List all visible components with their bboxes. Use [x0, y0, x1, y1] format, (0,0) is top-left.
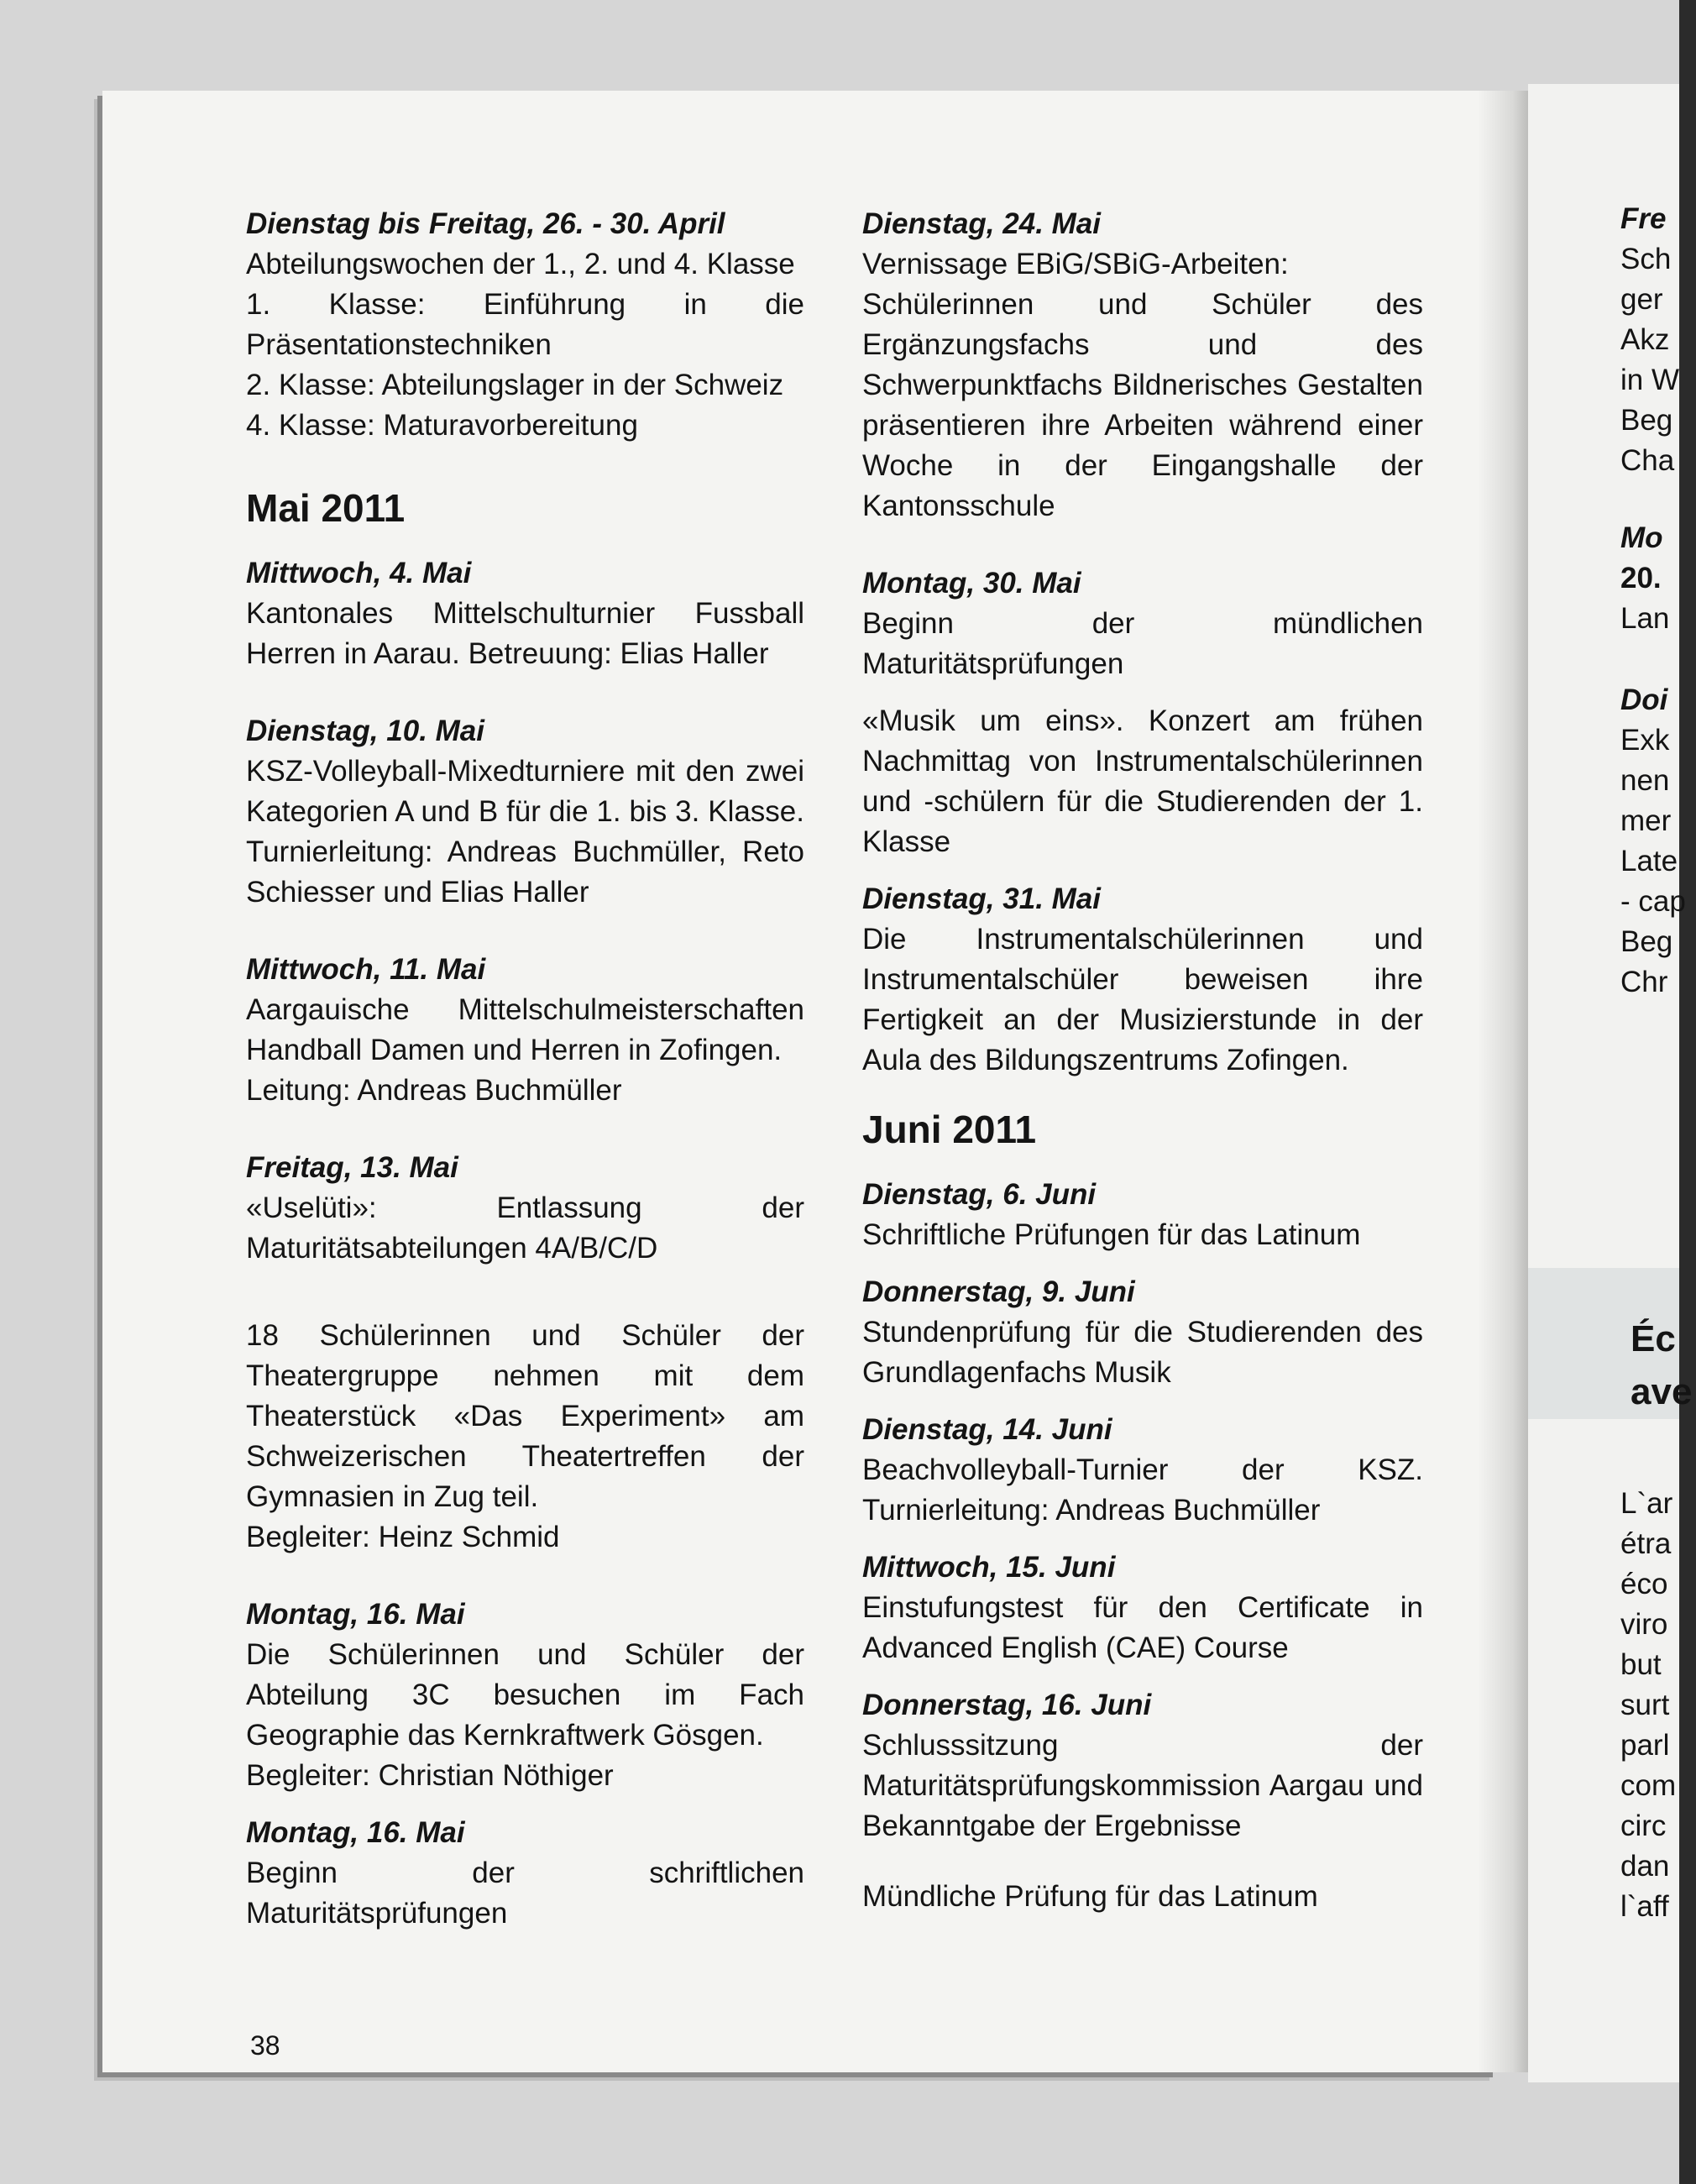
event-text: Aargauische Mittelschulmeisterschaften Handball Damen und Herren in Zofingen. [246, 993, 804, 1066]
event-text: Beginn der schriftlichen Maturitätsprüfungen [246, 1857, 804, 1930]
month-heading: Juni 2011 [862, 1108, 1037, 1151]
fragment-text: Akz [1620, 323, 1670, 356]
event-text: Abteilungswochen der 1., 2. und 4. Klasse [246, 248, 795, 280]
fragment-text: Mo [1620, 521, 1663, 554]
event-entry [862, 879, 1423, 1081]
event-date: Dienstag, 10. Mai [246, 715, 484, 747]
event-entry [862, 1548, 1423, 1668]
event-text: Die Schülerinnen und Schüler der Abteilung 3C besuchen im Fach Geographie das Kernkraftwerk Gösgen. [246, 1638, 804, 1752]
fragment-text: nen [1620, 764, 1670, 797]
event-text: Schlusssitzung der Maturitätsprüfungskommission Aargau und Bekanntgabe der Ergebnisse [862, 1729, 1423, 1842]
fragment-text: parl [1620, 1729, 1670, 1762]
event-entry [246, 1148, 804, 1269]
fragment-text: Fre [1620, 202, 1667, 235]
event-entry [246, 204, 804, 446]
fragment-text: dan [1620, 1850, 1670, 1883]
event-entry [862, 1685, 1423, 1846]
event-date: Dienstag, 24. Mai [862, 207, 1101, 240]
event-date: Montag, 16. Mai [246, 1598, 465, 1631]
event-text: Leitung: Andreas Buchmüller [246, 1074, 622, 1107]
event-text: Die Instrumentalschülerinnen und Instrumentalschüler beweisen ihre Fertigkeit an der Musizierstunde in der Aula des Bildungszentrums Zofingen. [862, 923, 1423, 1076]
fragment-text: éco [1620, 1568, 1668, 1600]
fragment-text: Beg [1620, 404, 1673, 437]
fragment-text: - cap [1620, 885, 1686, 918]
event-date: Montag, 16. Mai [246, 1816, 465, 1849]
event-date: Dienstag bis Freitag, 26. - 30. April [246, 207, 725, 240]
event-entry [862, 1410, 1423, 1531]
fragment-heading: ave [1631, 1371, 1693, 1412]
fragment-text: 20. [1620, 562, 1662, 594]
event-text: Schülerinnen und Schüler des Ergänzungsfachs und des Schwerpunktfachs Bildnerisches Gestalten präsentieren ihre Arbeiten während einer Woche in der Eingangshalle der Kantonsschule [862, 288, 1423, 522]
event-entry [246, 1813, 804, 1934]
event-date: Donnerstag, 9. Juni [862, 1275, 1135, 1308]
fragment-text: Chr [1620, 966, 1668, 998]
event-entry [246, 711, 804, 913]
event-entry [246, 1316, 804, 1558]
event-entry [862, 204, 1423, 526]
event-text: Beginn der mündlichen Maturitätsprüfungen [862, 607, 1423, 680]
fragment-text: com [1620, 1769, 1677, 1802]
event-date: Dienstag, 6. Juni [862, 1178, 1097, 1211]
fragment-text: in W [1620, 364, 1679, 396]
left-column [246, 204, 804, 1971]
fragment-text: surt [1620, 1689, 1670, 1721]
event-date: Mittwoch, 4. Mai [246, 557, 472, 589]
page-gutter [1478, 91, 1528, 2072]
event-date: Montag, 30. Mai [862, 567, 1081, 600]
event-date: Dienstag, 14. Juni [862, 1413, 1112, 1446]
event-text: Stundenprüfung für die Studierenden des Grundlagenfachs Musik [862, 1316, 1423, 1389]
event-text: 2. Klasse: Abteilungslager in der Schweiz [246, 369, 784, 401]
page-number: 38 [250, 2030, 280, 2061]
event-date: Dienstag, 31. Mai [862, 883, 1101, 915]
fragment-text: Beg [1620, 925, 1673, 958]
fragment-text: circ [1620, 1810, 1667, 1842]
fragment-text: Sch [1620, 243, 1672, 275]
fragment-text: but [1620, 1648, 1662, 1681]
event-date: Freitag, 13. Mai [246, 1151, 458, 1184]
event-text: Vernissage EBiG/SBiG-Arbeiten: [862, 248, 1289, 280]
event-text: Mündliche Prüfung für das Latinum [862, 1880, 1318, 1913]
right-column [862, 204, 1423, 1954]
event-text: Kantonales Mittelschulturnier Fussball Herren in Aarau. Betreuung: Elias Haller [246, 597, 804, 670]
event-text: Schriftliche Prüfungen für das Latinum [862, 1218, 1361, 1251]
event-text: 1. Klasse: Einführung in die Präsentationstechniken [246, 288, 804, 361]
fragment-text: Doi [1620, 683, 1668, 716]
fragment-text: Lan [1620, 602, 1670, 635]
fragment-text: ger [1620, 283, 1663, 316]
event-entry [246, 1595, 804, 1796]
event-text: Beachvolleyball-Turnier der KSZ. Turnierleitung: Andreas Buchmüller [862, 1453, 1423, 1527]
event-date: Donnerstag, 16. Juni [862, 1689, 1152, 1721]
fragment-text: Late [1620, 845, 1678, 877]
event-text: 4. Klasse: Maturavorbereitung [246, 409, 638, 442]
event-entry [862, 563, 1423, 684]
fragment-heading: Éc [1631, 1318, 1676, 1359]
event-text: KSZ-Volleyball-Mixedturniere mit den zwei Kategorien A und B für die 1. bis 3. Klasse. Turnierleitung: Andreas Buchmüller, Reto Schiesser und Elias Haller [246, 755, 804, 909]
fragment-text: Exk [1620, 724, 1670, 757]
event-text: 18 Schülerinnen und Schüler der Theatergruppe nehmen mit dem Theaterstück «Das Experiment» am Schweizerischen Theatertreffen der Gymnasien in Zug teil. [246, 1319, 804, 1513]
event-text: Begleiter: Heinz Schmid [246, 1521, 560, 1553]
fragment-text: l`aff [1620, 1890, 1669, 1923]
month-heading: Mai 2011 [246, 486, 406, 530]
fragment-text: mer [1620, 804, 1672, 837]
event-entry [862, 1877, 1423, 1917]
fragment-text: viro [1620, 1608, 1668, 1641]
event-text: «Uselüti»: Entlassung der Maturitätsabteilungen 4A/B/C/D [246, 1192, 804, 1265]
event-entry [862, 1175, 1423, 1255]
event-entry [862, 1272, 1423, 1393]
event-entry [246, 950, 804, 1111]
event-date: Mittwoch, 11. Mai [246, 953, 486, 986]
event-text: Begleiter: Christian Nöthiger [246, 1759, 614, 1792]
fragment-text: étra [1620, 1527, 1672, 1560]
event-entry [246, 553, 804, 674]
fragment-text: L`ar [1620, 1487, 1673, 1520]
event-entry [862, 701, 1423, 862]
event-date: Mittwoch, 15. Juni [862, 1551, 1116, 1584]
event-text: «Musik um eins». Konzert am frühen Nachmittag von Instrumentalschülerinnen und -schülern für die Studierenden der 1. Klasse [862, 704, 1423, 858]
event-text: Einstufungstest für den Certificate in Advanced English (CAE) Course [862, 1591, 1423, 1664]
fragment-text: Cha [1620, 444, 1675, 477]
